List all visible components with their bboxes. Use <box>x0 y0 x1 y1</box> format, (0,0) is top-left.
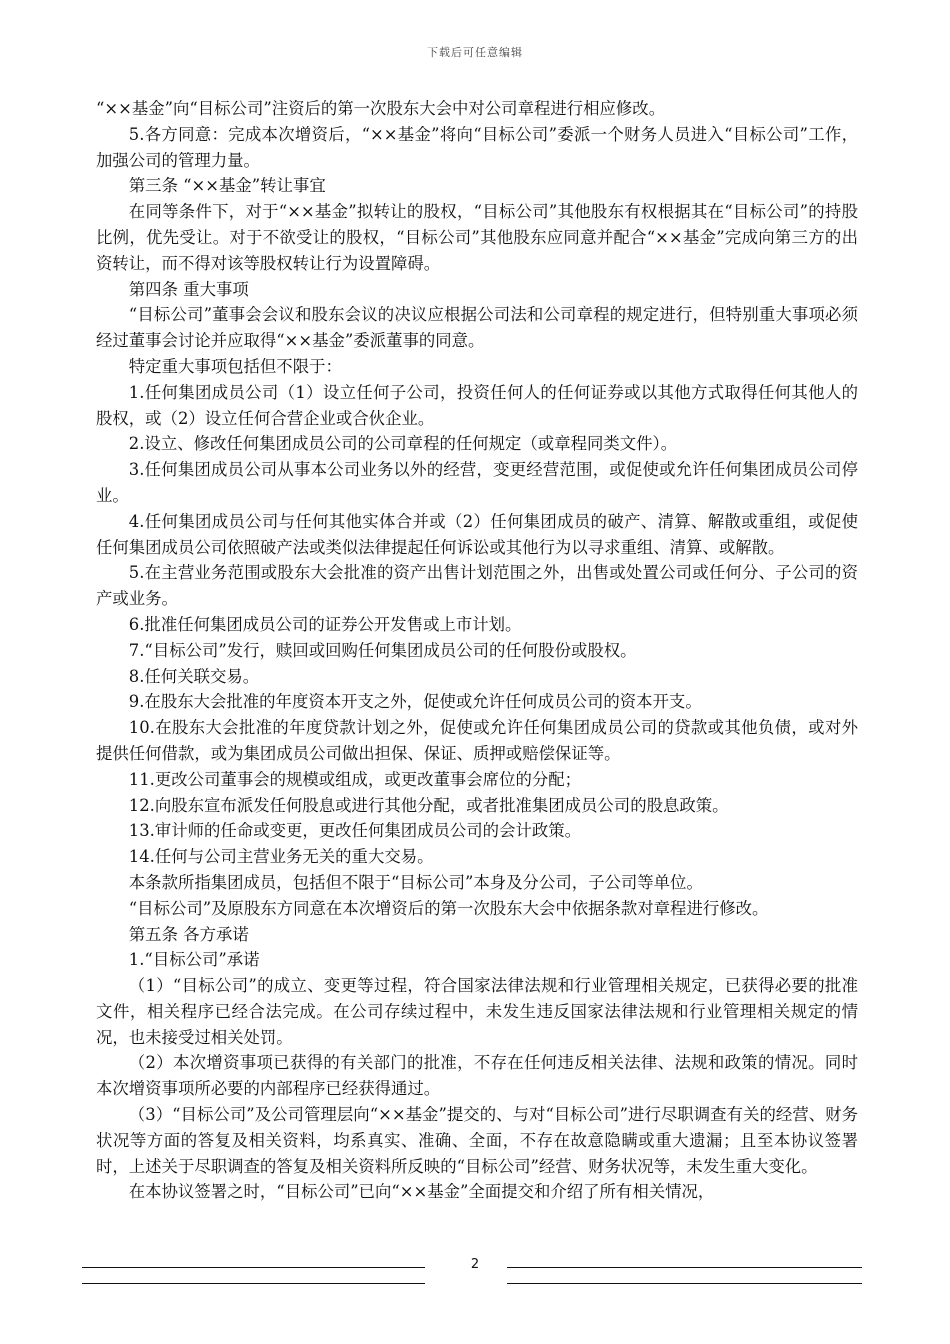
paragraph: 13.审计师的任命或变更，更改任何集团成员公司的会计政策。 <box>128 821 582 841</box>
footer-rule-left-bottom <box>82 1283 425 1284</box>
paragraph: 1.任何集团成员公司（1）设立任何子公司，投资任何人的任何证券或以其他方式取得任何其他人的股权，或（2）设立任何合营企业或合伙企业。 <box>96 382 858 428</box>
paragraph: “××基金”向“目标公司”注资后的第一次股东大会中对公司章程进行相应修改。 <box>96 99 666 118</box>
paragraph: 2.设立、修改任何集团成员公司的公司章程的任何规定（或章程同类文件）。 <box>128 434 678 454</box>
paragraph: 11.更改公司董事会的规模或组成，或更改董事会席位的分配； <box>128 769 582 789</box>
paragraph: （2）本次增资事项已获得的有关部门的批准，不存在任何违反相关法律、法规和政策的情况。同时本次增资事项所必要的内部程序已经获得通过。 <box>96 1053 858 1099</box>
paragraph: 第五条 各方承诺 <box>128 924 249 944</box>
paragraph: 10.在股东大会批准的年度贷款计划之外，促使或允许任何集团成员公司的贷款或其他负债，或对外提供任何借款，或为集团成员公司做出担保、保证、质押或赔偿保证等。 <box>96 718 858 763</box>
paragraph: 12.向股东宣布派发任何股息或进行其他分配，或者批准集团成员公司的股息政策。 <box>128 795 729 815</box>
paragraph: 特定重大事项包括但不限于： <box>128 356 342 376</box>
paragraph: 5.各方同意：完成本次增资后，“××基金”将向“目标公司”委派一个财务人员进入“目标公司”工作，加强公司的管理力量。 <box>96 124 858 170</box>
paragraph: 在同等条件下，对于“××基金”拟转让的股权，“目标公司”其他股东有权根据其在“目标公司”的持股比例，优先受让。对于不欲受让的股权，“目标公司”其他股东应同意并配合“××基金”完成向第三方的出资转让，而不得对该等股权转让行为设置障碍。 <box>96 202 858 273</box>
paragraph: “目标公司”及原股东方同意在本次增资后的第一次股东大会中依据条款对章程进行修改。 <box>128 898 769 918</box>
paragraph: 8.任何关联交易。 <box>128 666 260 686</box>
paragraph: 本条款所指集团成员，包括但不限于“目标公司”本身及分公司，子公司等单位。 <box>128 872 703 892</box>
paragraph: “目标公司”董事会会议和股东会议的决议应根据公司法和公司章程的规定进行，但特别重大事项必须经过董事会讨论并应取得“××基金”委派董事的同意。 <box>96 305 858 351</box>
paragraph: 3.任何集团成员公司从事本公司业务以外的经营，变更经营范围，或促使或允许任何集团成员公司停业。 <box>96 460 858 505</box>
paragraph: 6.批准任何集团成员公司的证券公开发售或上市计划。 <box>128 614 522 634</box>
paragraph: 第三条 “××基金”转让事宜 <box>128 176 326 196</box>
paragraph: （1）“目标公司”的成立、变更等过程，符合国家法律法规和行业管理相关规定，已获得必要的批准文件，相关程序已经合法完成。在公司存续过程中，未发生违反国家法律法规和行业管理相关规定的情况，也未接受过相关处罚。 <box>96 976 858 1047</box>
page-header: 下载后可任意编辑 <box>427 46 523 59</box>
paragraph: 在本协议签署之时，“目标公司”已向“××基金”全面提交和介绍了所有相关情况， <box>128 1182 715 1202</box>
paragraph: 14.任何与公司主营业务无关的重大交易。 <box>128 847 434 867</box>
paragraph: 9.在股东大会批准的年度资本开支之外，促使或允许任何成员公司的资本开支。 <box>128 692 702 712</box>
paragraph: 5.在主营业务范围或股东大会批准的资产出售计划范围之外，出售或处置公司或任何分、子公司的资产或业务。 <box>96 563 858 609</box>
paragraph: 7.“目标公司”发行，赎回或回购任何集团成员公司的任何股份或股权。 <box>128 640 637 660</box>
paragraph: 1.“目标公司”承诺 <box>128 950 260 970</box>
footer-rule-right-bottom <box>507 1283 862 1284</box>
document-body <box>96 96 858 1205</box>
paragraph: 4.任何集团成员公司与任何其他实体合并或（2）任何集团成员的破产、清算、解散或重组，或促使任何集团成员公司依照破产法或类似法律提起任何诉讼或其他行为以寻求重组、清算、或解散。 <box>96 511 858 557</box>
page-number: 2 <box>470 1257 480 1272</box>
paragraph: （3）“目标公司”及公司管理层向“××基金”提交的、与对“目标公司”进行尽职调查有关的经营、财务状况等方面的答复及相关资料，均系真实、准确、全面，不存在故意隐瞒或重大遗漏；且至本协议签署时，上述关于尽职调查的答复及相关资料所反映的“目标公司”经营、财务状况等，未发生重大变化。 <box>96 1105 858 1176</box>
paragraph: 第四条 重大事项 <box>128 279 249 299</box>
